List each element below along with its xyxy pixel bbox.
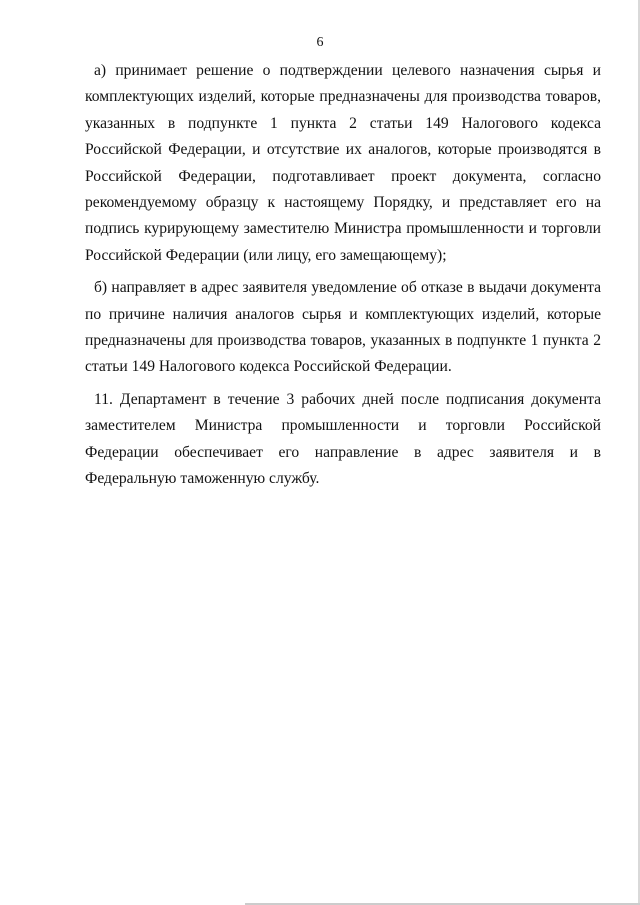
document-body — [85, 58, 601, 499]
paragraph-b: б) направляет в адрес заявителя уведомление об отказе в выдачи документа по причине наличия аналогов сырья и комплектующих изделий, которые предназначены для производства товаров, указанных в подпункте 1 пункта 2 статьи 149 Налогового кодекса Российской Федерации. — [85, 279, 601, 376]
paragraph-11: 11. Департамент в течение 3 рабочих дней после подписания документа заместителем Министра промышленности и торговли Российской Федерации обеспечивает его направление в адрес заявителя и в Федеральную таможенную службу. — [85, 390, 601, 488]
page-number: 6 — [316, 35, 324, 50]
paragraph-a: а) принимает решение о подтверждении целевого назначения сырья и комплектующих изделий, которые предназначены для производства товаров, указанных в подпункте 1 пункта 2 статьи 149 Налогового кодекса Российской Федерации, и отсутствие их аналогов, которые производятся в Российской Федерации, подготавливает проект документа, согласно рекомендуемому образцу к настоящему Порядку, и представляет его на подпись курирующему заместителю Министра промышленности и торговли Российской Федерации (или лицу, его замещающему); — [85, 62, 601, 264]
